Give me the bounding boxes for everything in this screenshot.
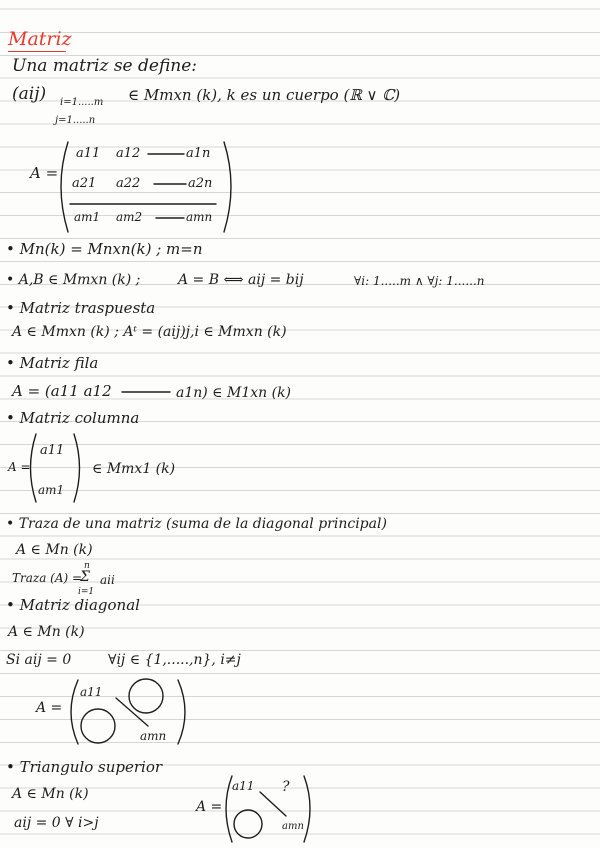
diagonal-index-set: ∀ij ∈ {1,.....,n}, i≠j (108, 652, 241, 668)
column-matrix-membership: ∈ Mmx1 (k) (92, 461, 176, 477)
entry-amn: amn (186, 210, 213, 224)
equality-quantifiers: ∀i: 1.....m ∧ ∀j: 1......n (354, 274, 485, 288)
entry-am1: am1 (74, 210, 101, 224)
trace-membership: A ∈ Mn (k) (16, 542, 93, 558)
row-matrix-left: A = (a11 a12 (12, 382, 112, 400)
entry-a12: a12 (116, 146, 141, 161)
transpose-definition: A ∈ Mmxn (k) ; Aᵗ = (aij)j,i ∈ Mmxn (k) (12, 324, 287, 340)
trace-term: aii (100, 573, 115, 587)
trace-sigma: Σ (80, 569, 90, 585)
upper-triangular-lhs: A = (196, 799, 223, 815)
column-entry-am1: am1 (38, 483, 65, 497)
intro-line: Una matriz se define: (12, 56, 198, 76)
entry-a21: a21 (72, 176, 97, 191)
matrix-lhs: A = (30, 164, 59, 182)
row-matrix-right: a1n) ∈ M1xn (k) (176, 385, 292, 401)
square-matrix-bullet: • Mn(k) = Mnxn(k) ; m=n (6, 240, 203, 258)
diagonal-membership: A ∈ Mn (k) (8, 624, 85, 640)
entry-am2: am2 (116, 210, 143, 224)
trace-formula: Traza (A) = (12, 571, 83, 585)
equality-condition: A = B ⟺ aij = bij (178, 272, 304, 288)
upper-triangular-heading: • Triangulo superior (6, 758, 163, 776)
title-underline (8, 51, 66, 52)
diagonal-entry-a11: a11 (80, 685, 103, 699)
upper-unknown-entries: ? (282, 779, 290, 795)
equality-bullet: • A,B ∈ Mmxn (k) ; (6, 272, 141, 288)
row-matrix-heading: • Matriz fila (6, 354, 99, 372)
upper-triangular-membership: A ∈ Mn (k) (12, 786, 89, 802)
i-range: i=1.....m (60, 97, 104, 108)
trace-upper-limit: n (84, 561, 90, 571)
upper-entry-amn: amn (282, 821, 304, 832)
entry-a11: a11 (76, 146, 101, 161)
row-matrix-dash (122, 390, 172, 394)
entry-a1n: a1n (186, 146, 211, 161)
diagonal-heading: • Matriz diagonal (6, 596, 140, 614)
trace-lower-limit: i=1 (78, 587, 95, 597)
membership-text: ∈ Mmxn (k), k es un cuerpo (ℝ ∨ ℂ) (128, 86, 401, 104)
diagonal-entry-amn: amn (140, 729, 167, 743)
transpose-heading: • Matriz traspuesta (6, 299, 156, 317)
diagonal-lhs: A = (36, 700, 63, 716)
upper-triangular-condition: aij = 0 ∀ i>j (14, 815, 99, 831)
j-range: j=1.....n (55, 115, 96, 126)
entry-a2n: a2n (188, 176, 213, 191)
column-matrix-heading: • Matriz columna (6, 409, 140, 427)
column-matrix-lhs: A = (8, 460, 31, 474)
column-entry-a11: a11 (40, 443, 65, 458)
entry-a22: a22 (116, 176, 141, 191)
trace-heading: • Traza de una matriz (suma de la diagonal principal) (6, 516, 387, 532)
diagonal-condition: Si aij = 0 (6, 652, 72, 668)
aij-notation: (aij) (12, 84, 47, 104)
page-title: Matriz (8, 28, 72, 50)
upper-entry-a11: a11 (232, 779, 255, 793)
